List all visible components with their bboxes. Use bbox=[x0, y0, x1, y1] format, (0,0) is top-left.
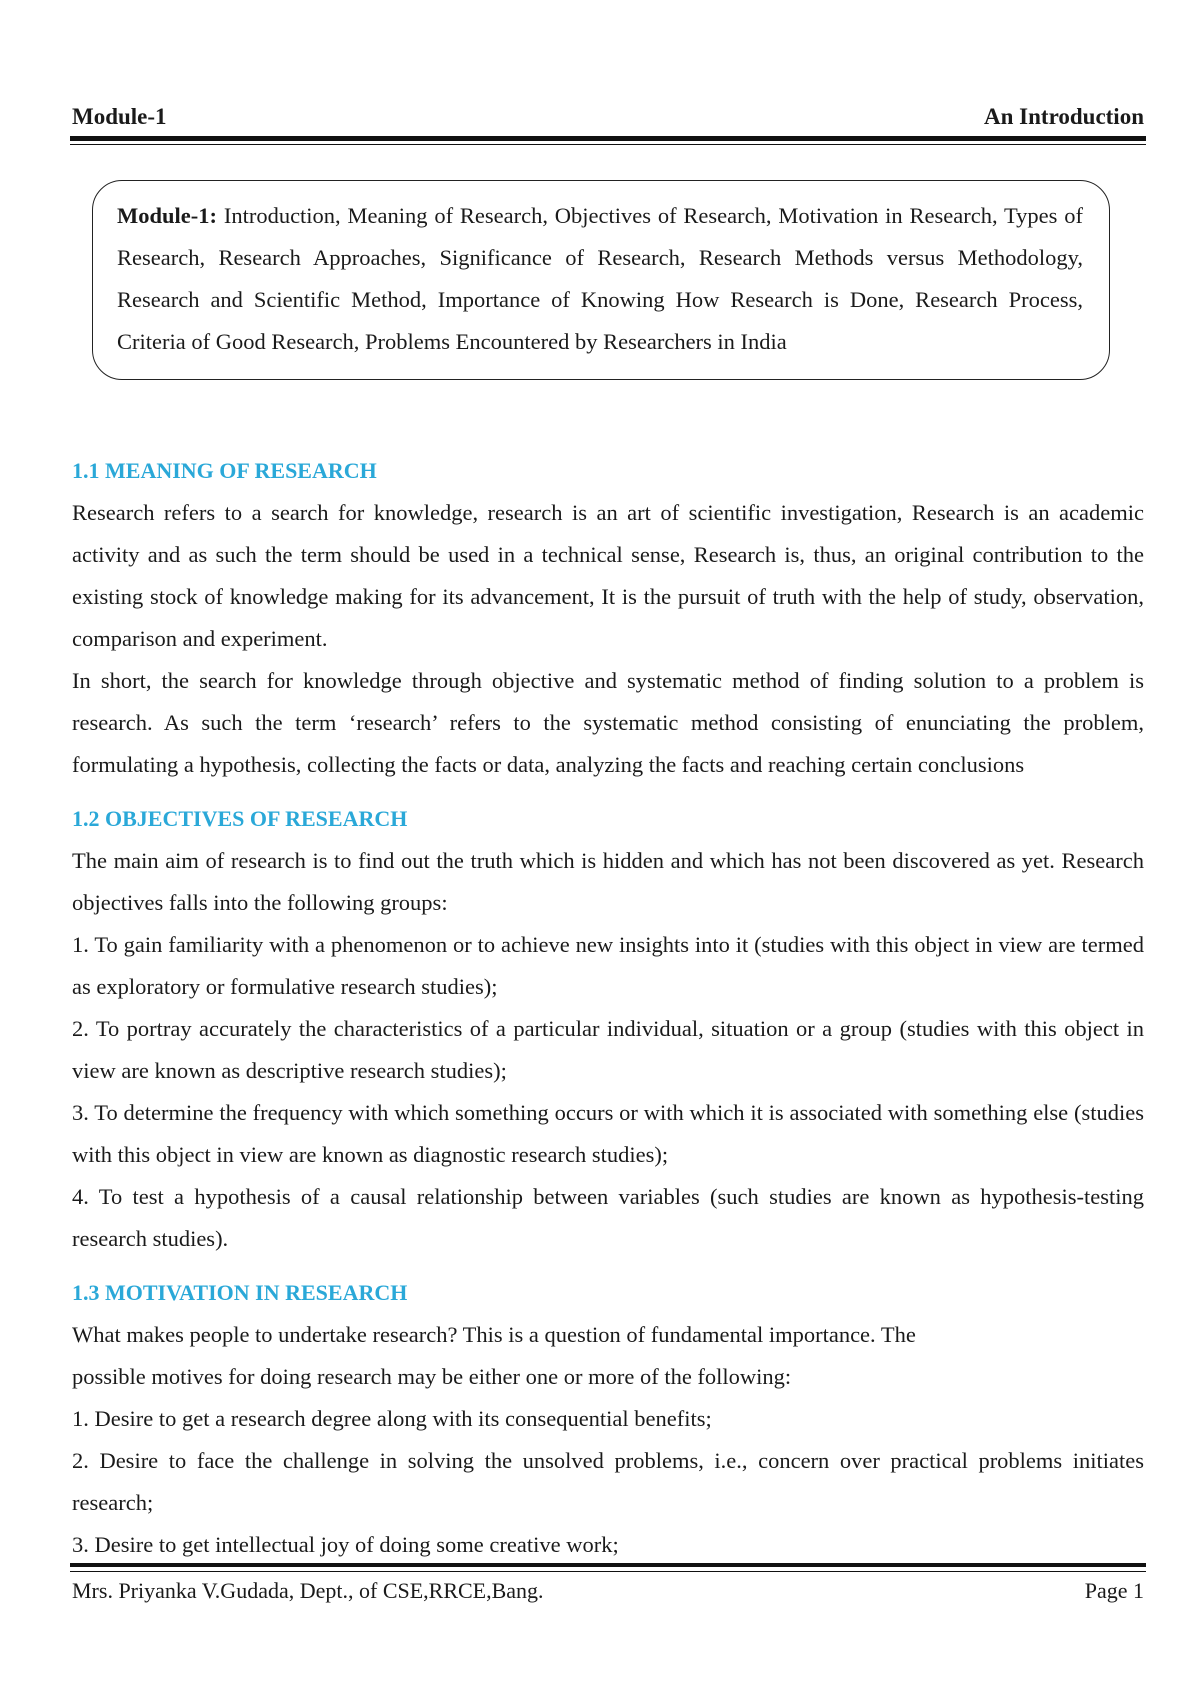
page-footer bbox=[72, 1578, 1144, 1604]
list-item: 1. Desire to get a research degree along with its consequential benefits; bbox=[72, 1406, 712, 1431]
paragraph: possible motives for doing research may be either one or more of the following: bbox=[72, 1364, 792, 1389]
footer-author: Mrs. Priyanka V.Gudada, Dept., of CSE,RRCE,Bang. bbox=[72, 1578, 544, 1603]
main-content bbox=[72, 450, 1144, 1566]
header-divider bbox=[70, 136, 1146, 141]
header-divider-thin bbox=[70, 144, 1146, 145]
footer-divider bbox=[70, 1563, 1146, 1567]
list-item: 4. To test a hypothesis of a causal relationship between variables (such studies are known as hypothesis-testing research studies). bbox=[72, 1184, 1144, 1251]
list-item: 2. Desire to face the challenge in solving the unsolved problems, i.e., concern over practical problems initiates research; bbox=[72, 1448, 1144, 1515]
footer-divider-thin bbox=[70, 1571, 1146, 1572]
header-module: Module-1 bbox=[72, 104, 167, 129]
list-item: 3. Desire to get intellectual joy of doing some creative work; bbox=[72, 1532, 619, 1557]
page-header bbox=[72, 104, 1144, 130]
syllabus-label: Module-1: bbox=[117, 203, 217, 228]
list-item: 2. To portray accurately the characteristics of a particular individual, situation or a group (studies with this object in view are known as descriptive research studies); bbox=[72, 1016, 1144, 1083]
paragraph: In short, the search for knowledge through objective and systematic method of finding solution to a problem is research. As such the term ‘research’ refers to the systematic method consisting of enunciating the problem, formulating a hypothesis, collecting the facts or data, analyzing the facts and reaching certain conclusions bbox=[72, 668, 1144, 777]
section-heading-motivation: 1.3 MOTIVATION IN RESEARCH bbox=[72, 1280, 408, 1305]
syllabus-box bbox=[92, 180, 1110, 380]
syllabus-text: Introduction, Meaning of Research, Objectives of Research, Motivation in Research, Types of Research, Research Approaches, Significance of Research, Research Methods versus Methodology, Research and Scientific Method, Importance of Knowing How Research is Done, Research Process, Criteria of Good Research, Problems Encountered by Researchers in India bbox=[117, 203, 1083, 354]
paragraph: Research refers to a search for knowledge, research is an art of scientific investigation, Research is an academic activity and as such the term should be used in a technical sense, Research is, thus, an original contribution to the existing stock of knowledge making for its advancement, It is the pursuit of truth with the help of study, observation, comparison and experiment. bbox=[72, 500, 1144, 651]
page-number: Page 1 bbox=[1084, 1578, 1144, 1603]
list-item: 3. To determine the frequency with which something occurs or with which it is associated with something else (studies with this object in view are known as diagnostic research studies); bbox=[72, 1100, 1144, 1167]
paragraph: The main aim of research is to find out the truth which is hidden and which has not been discovered as yet. Research objectives falls into the following groups: bbox=[72, 848, 1144, 915]
header-title: An Introduction bbox=[984, 104, 1144, 129]
list-item: 1. To gain familiarity with a phenomenon or to achieve new insights into it (studies with this object in view are termed as exploratory or formulative research studies); bbox=[72, 932, 1144, 999]
paragraph: What makes people to undertake research? This is a question of fundamental importance. The bbox=[72, 1322, 916, 1347]
section-heading-objectives: 1.2 OBJECTIVES OF RESEARCH bbox=[72, 806, 408, 831]
section-heading-meaning: 1.1 MEANING OF RESEARCH bbox=[72, 458, 377, 483]
